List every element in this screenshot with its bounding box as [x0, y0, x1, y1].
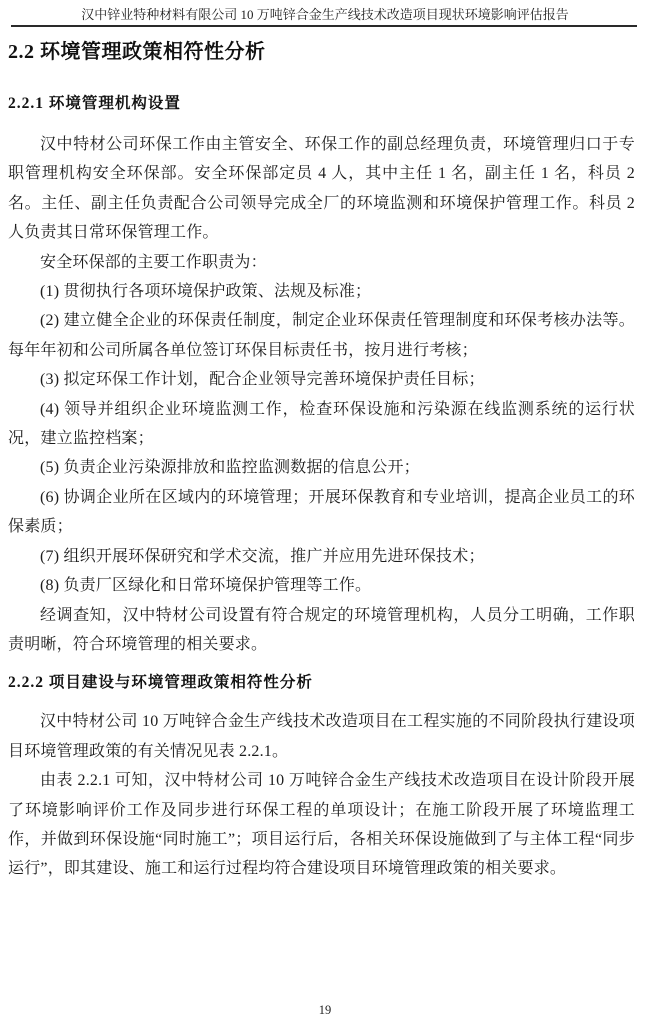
duty-item: (3) 拟定环保工作计划，配合企业领导完善环境保护责任目标； [40, 371, 485, 389]
duty-item: (6) 协调企业所在区域内的环境管理；开展环保教育和专业培训，提高企业员工的环保素质； [8, 488, 635, 536]
duty-item: (8) 负责厂区绿化和日常环境保护管理等工作。 [40, 577, 372, 595]
heading-2-2: 2.2 环境管理政策相符性分析 [8, 41, 266, 63]
heading-2-2-1: 2.2.1 环境管理机构设置 [8, 95, 181, 112]
paragraph-conclusion: 经调查知，汉中特材公司设置有符合规定的环境管理机构，人员分工明确，工作职责明晰，符合环境管理的相关要求。 [8, 606, 635, 653]
duty-item: (4) 领导并组织企业环境监测工作，检查环保设施和污染源在线监测系统的运行状况，建立监控档案； [8, 400, 635, 448]
heading-2-2-2: 2.2.2 项目建设与环境管理政策相符性分析 [8, 674, 313, 692]
paragraph-table-analysis: 由表 2.2.1 可知，汉中特材公司 10 万吨锌合金生产线技术改造项目在设计阶段开展了环境影响评价工作及同步进行环保工程的单项设计；在施工阶段开展了环境监理工作，并做到环保设施“同时施工”；项目运行后，各相关环保设施做到了与主体工程“同步运行”，即其建设、施工和运行过程均符合建设项目环境管理政策的相关要求。 [8, 772, 635, 878]
duty-item: (7) 组织开展环保研究和学术交流，推广并应用先进环保技术； [40, 547, 485, 565]
page-footer [0, 1003, 650, 1018]
paragraph-org-setup: 汉中特材公司环保工作由主管安全、环保工作的副总经理负责，环境管理归口于专职管理机构安全环保部。安全环保部定员 4 人，其中主任 1 名，副主任 1 名，科员 2 名。主任、副主任负责配合公司领导完成全厂的环境监测和环境保护管理工作。科员 2 人负责其日常环保管理工作。 [8, 136, 635, 242]
document-body [8, 40, 635, 884]
page-header [0, 0, 650, 23]
page-number: 19 [318, 1003, 332, 1017]
duty-item: (5) 负责企业污染源排放和监控监测数据的信息公开； [40, 459, 420, 477]
header-title: 汉中锌业特种材料有限公司 10 万吨锌合金生产线技术改造项目现状环境影响评估报告 [81, 7, 569, 22]
header-rule [11, 25, 637, 27]
duty-item: (1) 贯彻执行各项环境保护政策、法规及标准； [40, 283, 372, 301]
paragraph-project-phases: 汉中特材公司 10 万吨锌合金生产线技术改造项目在工程实施的不同阶段执行建设项目环境管理政策的有关情况见表 2.2.1。 [8, 713, 635, 760]
duty-item: (2) 建立健全企业的环保责任制度，制定企业环保责任管理制度和环保考核办法等。每年年初和公司所属各单位签订环保目标责任书，按月进行考核； [8, 312, 635, 359]
paragraph-duties-intro: 安全环保部的主要工作职责为： [40, 253, 267, 271]
